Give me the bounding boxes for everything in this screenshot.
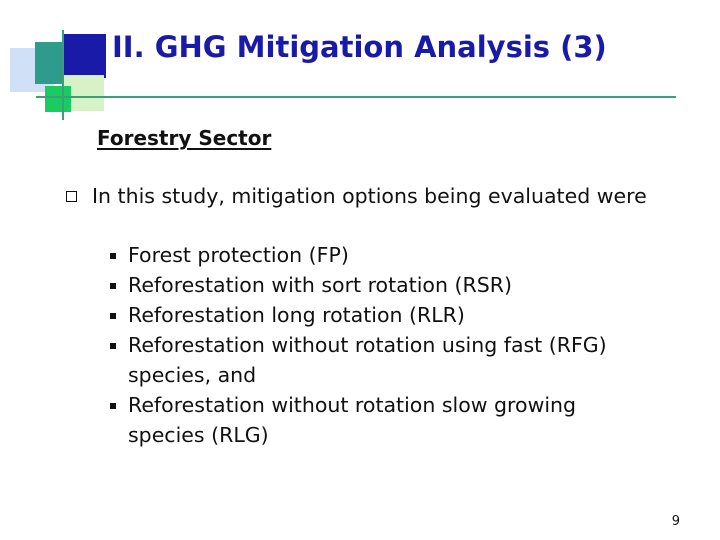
main-bullet-text: In this study, mitigation options being evaluated were <box>92 184 647 208</box>
section-heading: Forestry Sector <box>97 126 272 150</box>
slide-title: II. GHG Mitigation Analysis (3) <box>112 30 607 64</box>
filled-square-bullet-icon <box>110 343 116 349</box>
sub-bullet-text: Reforestation without rotation slow growing species (RLG) <box>128 393 577 447</box>
hollow-square-bullet-icon <box>66 191 77 202</box>
sub-bullet-text: Reforestation long rotation (RLR) <box>128 303 465 327</box>
page-number: 9 <box>671 514 680 529</box>
list-item <box>110 240 650 270</box>
filled-square-bullet-icon <box>110 283 116 289</box>
title-underline-rule <box>36 96 676 98</box>
list-item <box>110 270 650 300</box>
filled-square-bullet-icon <box>110 253 116 259</box>
sub-bullet-list <box>110 240 650 450</box>
list-item <box>110 300 650 330</box>
filled-square-bullet-icon <box>110 313 116 319</box>
decor-square-green <box>45 86 71 112</box>
filled-square-bullet-icon <box>110 403 116 409</box>
list-item <box>110 330 650 390</box>
sub-bullet-text: Reforestation with sort rotation (RSR) <box>128 273 512 297</box>
decor-square-teal <box>35 42 63 84</box>
decor-square-blue <box>62 34 106 78</box>
decor-vertical-rule <box>62 30 64 120</box>
sub-bullet-text: Reforestation without rotation using fast (RFG) species, and <box>128 333 607 387</box>
sub-bullet-text: Forest protection (FP) <box>128 243 349 267</box>
list-item <box>110 390 650 450</box>
